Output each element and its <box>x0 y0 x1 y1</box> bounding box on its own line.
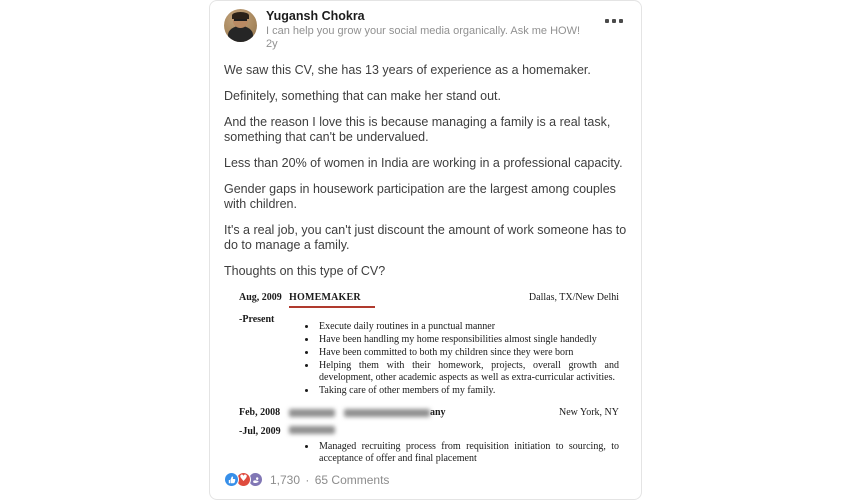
avatar[interactable] <box>224 9 257 42</box>
avatar-silhouette <box>228 26 253 42</box>
cv-bullet: • Execute daily routines in a punctual manner <box>317 321 619 333</box>
cv-bullet: • Have been handling my home responsibilities almost single handedly <box>317 334 619 346</box>
cv-bullet-list <box>289 321 619 397</box>
cv-date-start: Aug, 2009 <box>239 292 282 303</box>
post-paragraph: And the reason I love this is because managing a family is a real task, something that can't be undervalued. <box>224 115 611 144</box>
cv-bullet: • Helping them with their homework, projects, overall growth and development, other academic aspects as well as extra-curricular activities. <box>317 360 619 384</box>
cv-entry-content <box>289 407 619 466</box>
cv-bullet: • Managed recruiting process from requisition initiation to sourcing, to acceptance of offer and final placement <box>317 441 619 465</box>
cv-role-line <box>289 419 619 434</box>
post-paragraph: Definitely, something that can make her stand out. <box>224 89 502 103</box>
like-icon <box>224 472 239 487</box>
author-headline: I can help you grow your social media organically. Ask me HOW! <box>266 25 581 37</box>
comments-count[interactable]: 65 Comments <box>314 472 390 487</box>
cv-date-end: -Present <box>239 314 275 325</box>
avatar-hair <box>232 12 249 19</box>
cv-bullet: • Have been committed to both my children since they were born <box>317 347 619 359</box>
reaction-count[interactable]: 1,730 <box>270 472 301 487</box>
post-paragraph: Thoughts on this type of CV? <box>224 264 386 278</box>
cv-entry-homemaker <box>239 292 619 398</box>
cv-company-line <box>289 407 619 419</box>
post-timestamp: 2y <box>266 38 278 50</box>
author-name[interactable]: Yugansh Chokra <box>266 9 365 23</box>
reaction-icon-stack <box>224 472 263 487</box>
redacted-text <box>344 409 430 417</box>
cv-bullet: • Taking care of other members of my family. <box>317 385 619 397</box>
ellipsis-icon <box>619 19 623 23</box>
post-paragraph: Gender gaps in housework participation are the largest among couples with children. <box>224 182 616 211</box>
post-card <box>209 0 642 500</box>
cv-location: Dallas, TX/New Delhi <box>528 292 619 303</box>
cv-image-attachment[interactable] <box>239 292 619 466</box>
cv-entry-recruiter <box>239 407 619 466</box>
reactions-summary[interactable] <box>210 472 641 487</box>
cv-dates <box>239 292 289 398</box>
cv-company-suffix: any <box>430 407 446 418</box>
post-menu-button[interactable] <box>601 15 627 27</box>
cv-job-title: HOMEMAKER <box>289 292 375 308</box>
ellipsis-icon <box>612 19 616 23</box>
redacted-text <box>289 426 335 434</box>
post-paragraph: We saw this CV, she has 13 years of experience as a homemaker. <box>224 63 591 77</box>
author-info <box>266 9 580 51</box>
cv-entry-content <box>289 292 619 398</box>
post-header <box>210 1 641 51</box>
redacted-text <box>289 409 335 417</box>
cv-dates <box>239 407 289 466</box>
cv-bullet-list <box>289 441 619 465</box>
social-counts <box>269 473 390 487</box>
cv-date-start: Feb, 2008 <box>239 407 281 418</box>
post-body <box>210 63 641 279</box>
avatar-glasses <box>234 19 247 24</box>
post-paragraph: It's a real job, you can't just discount the amount of work someone has to do to manage a family. <box>224 223 627 252</box>
ellipsis-icon <box>605 19 609 23</box>
cv-location: New York, NY <box>558 407 619 418</box>
cv-title-row <box>289 292 619 308</box>
post-paragraph: Less than 20% of women in India are working in a professional capacity. <box>224 156 623 170</box>
count-separator: · <box>305 472 310 487</box>
cv-date-end: -Jul, 2009 <box>239 426 281 437</box>
love-icon: ♥ <box>236 472 251 487</box>
